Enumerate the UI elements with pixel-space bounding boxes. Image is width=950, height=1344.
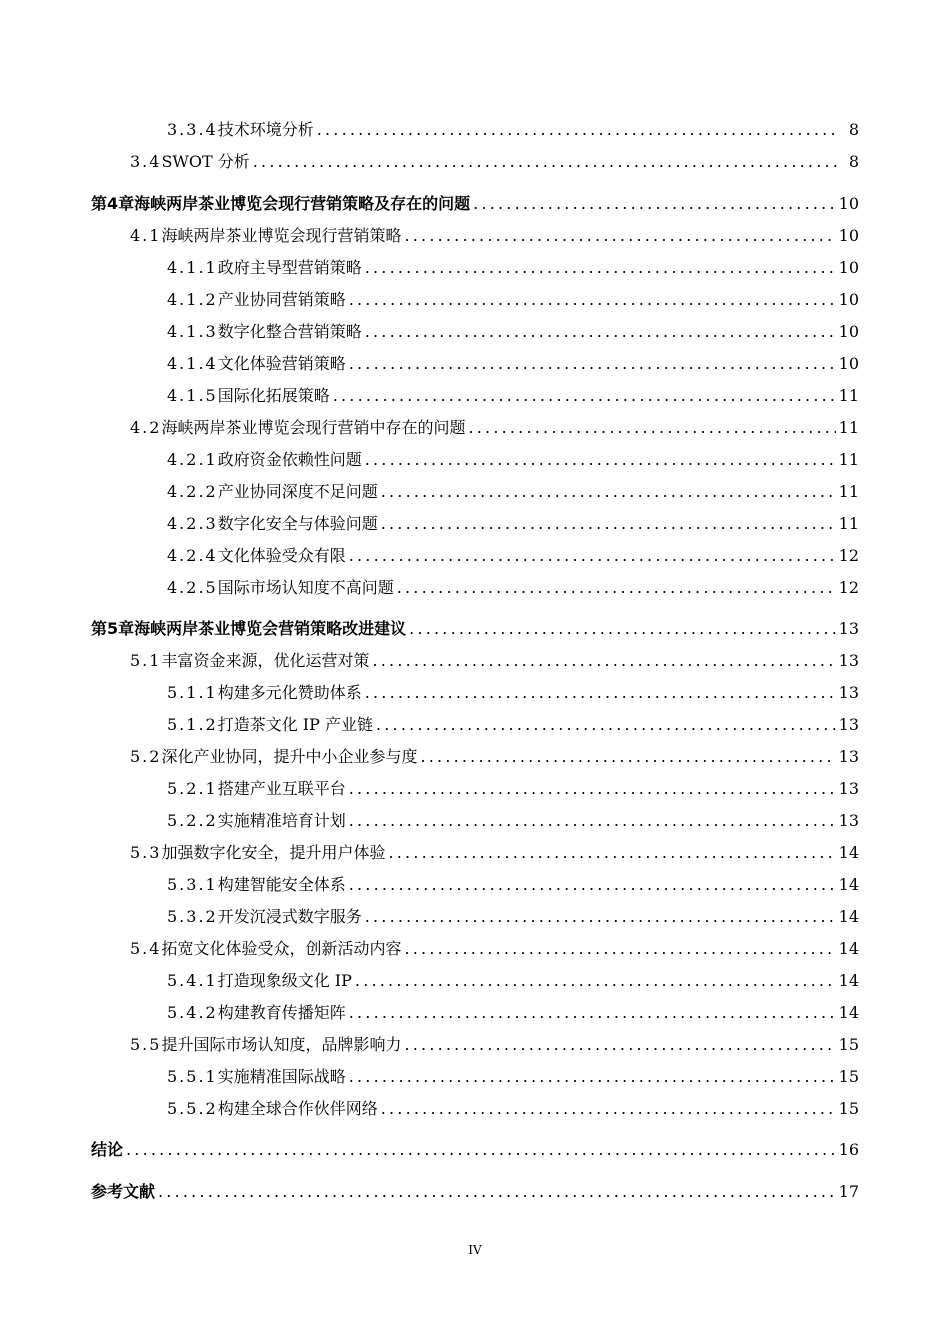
toc-entry[interactable] <box>0 679 950 707</box>
toc-entry-page: 17 <box>838 1182 859 1201</box>
toc-entry-number: 5.5 <box>130 1035 162 1054</box>
toc-entry-number: 5.4 <box>130 939 162 958</box>
toc-entry-page: 14 <box>838 843 859 862</box>
toc-entry[interactable] <box>0 743 950 771</box>
toc-entry-number: 5.5.1 <box>167 1067 218 1086</box>
toc-leader-dots <box>381 1095 836 1123</box>
toc-leader-dots <box>355 967 836 995</box>
toc-entry-page: 14 <box>838 907 859 926</box>
toc-leader-dots <box>381 478 836 506</box>
toc-entry-number: 5.4.2 <box>167 1003 218 1022</box>
toc-entry[interactable] <box>0 935 950 963</box>
toc-entry[interactable] <box>0 1031 950 1059</box>
toc-entry-title: 国际化拓展策略 <box>217 386 330 405</box>
toc-entry[interactable] <box>0 647 950 675</box>
toc-entry[interactable] <box>0 871 950 899</box>
toc-entry-number: 4.2.1 <box>167 450 218 469</box>
toc-entry-number: 4.1.5 <box>167 386 218 405</box>
toc-entry-number: 4.1 <box>130 226 162 245</box>
toc-entry-page: 14 <box>838 971 859 990</box>
toc-leader-dots <box>404 1031 835 1059</box>
toc-entry-page: 13 <box>838 779 859 798</box>
toc-entry-page: 14 <box>838 1003 859 1022</box>
toc-entry-title: 深化产业协同，提升中小企业参与度 <box>161 747 418 766</box>
toc-leader-dots <box>349 286 836 314</box>
toc-entry-number: 3.4 <box>130 152 162 171</box>
toc-entry-page: 10 <box>838 194 859 213</box>
toc-references-entry[interactable] <box>0 1178 950 1206</box>
toc-entry-number: 4.1.2 <box>167 290 218 309</box>
toc-entry-title: 搭建产业互联平台 <box>217 779 346 798</box>
toc-entry[interactable] <box>0 807 950 835</box>
toc-entry[interactable] <box>0 446 950 474</box>
toc-leader-dots <box>365 446 836 474</box>
toc-entry-page: 10 <box>838 290 859 309</box>
toc-leader-dots <box>404 935 835 963</box>
toc-entry[interactable] <box>0 967 950 995</box>
toc-leader-dots <box>473 190 835 218</box>
toc-entry-title: 国际市场认知度不高问题 <box>217 578 394 597</box>
toc-entry[interactable] <box>0 254 950 282</box>
toc-leader-dots <box>388 839 835 867</box>
toc-entry-number: 4.2.4 <box>167 546 218 565</box>
toc-entry-page: 11 <box>838 450 859 469</box>
toc-entry-page: 11 <box>838 514 859 533</box>
toc-entry[interactable] <box>0 116 950 144</box>
toc-entry-number: 5.2.1 <box>167 779 218 798</box>
toc-entry-title: 实施精准国际战略 <box>217 1067 346 1086</box>
toc-entry-title: 海峡两岸茶业博览会现行营销中存在的问题 <box>161 418 466 437</box>
toc-entry-title: 丰富资金来源，优化运营对策 <box>161 651 370 670</box>
toc-entry-title: 拓宽文化体验受众，创新活动内容 <box>161 939 402 958</box>
toc-entry[interactable] <box>0 382 950 410</box>
toc-leader-dots <box>349 871 836 899</box>
toc-entry-number: 第4章 <box>91 194 135 213</box>
toc-entry[interactable] <box>0 222 950 250</box>
toc-entry-number: 4.1.1 <box>167 258 218 277</box>
toc-leader-dots <box>404 222 835 250</box>
toc-leader-dots <box>365 679 836 707</box>
toc-entry-page: 13 <box>838 619 859 638</box>
toc-entry-title: 海峡两岸茶业博览会营销策略改进建议 <box>134 619 407 638</box>
toc-entry-page: 10 <box>838 354 859 373</box>
toc-entry-title: 参考文献 <box>91 1182 156 1201</box>
toc-entry-page: 8 <box>848 120 859 139</box>
toc-entry[interactable] <box>0 478 950 506</box>
toc-entry-title: 数字化安全与体验问题 <box>217 514 378 533</box>
page-footer-number: IV <box>468 1243 482 1257</box>
toc-entry-number: 5.1.2 <box>167 715 218 734</box>
toc-entry-page: 13 <box>838 683 859 702</box>
toc-entry-title: 打造茶文化 IP 产业链 <box>217 715 373 734</box>
toc-leader-dots <box>317 116 838 144</box>
toc-entry-number: 5.1.1 <box>167 683 218 702</box>
toc-entry-number: 5.3.2 <box>167 907 218 926</box>
toc-leader-dots <box>333 382 836 410</box>
toc-entry-page: 15 <box>838 1067 859 1086</box>
toc-entry-page: 11 <box>838 418 859 437</box>
toc-entry-title: 开发沉浸式数字服务 <box>217 907 362 926</box>
toc-entry-page: 14 <box>838 875 859 894</box>
toc-entry-number: 4.2.5 <box>167 578 218 597</box>
toc-entry-page: 10 <box>838 226 859 245</box>
toc-entry-page: 16 <box>838 1140 859 1159</box>
toc-entry-number: 5.3.1 <box>167 875 218 894</box>
toc-entry-title: 文化体验营销策略 <box>217 354 346 373</box>
toc-entry-page: 15 <box>838 1099 859 1118</box>
toc-entry[interactable] <box>0 286 950 314</box>
toc-leader-dots <box>349 999 836 1027</box>
toc-entry-number: 4.2.2 <box>167 482 218 501</box>
toc-entry-page: 15 <box>838 1035 859 1054</box>
toc-entry[interactable] <box>0 350 950 378</box>
toc-leader-dots <box>349 542 836 570</box>
toc-leader-dots <box>349 775 836 803</box>
toc-entry-page: 13 <box>838 747 859 766</box>
toc-entry-title: 产业协同营销策略 <box>217 290 346 309</box>
toc-entry-page: 13 <box>838 651 859 670</box>
toc-entry[interactable] <box>0 903 950 931</box>
toc-entry-number: 5.4.1 <box>167 971 218 990</box>
toc-entry-page: 13 <box>838 715 859 734</box>
toc-chapter-entry[interactable] <box>0 190 950 218</box>
toc-entry-page: 12 <box>838 578 859 597</box>
toc-entry-number: 4.1.3 <box>167 322 218 341</box>
toc-entry-title: 文化体验受众有限 <box>217 546 346 565</box>
toc-entry-page: 11 <box>838 482 859 501</box>
toc-entry-number: 第5章 <box>91 619 135 638</box>
toc-entry-title: 政府主导型营销策略 <box>217 258 362 277</box>
toc-leader-dots <box>372 647 835 675</box>
toc-entry-number: 5.3 <box>130 843 162 862</box>
toc-entry-title: 构建多元化赞助体系 <box>217 683 362 702</box>
toc-entry-title: 结论 <box>91 1140 124 1159</box>
toc-leader-dots <box>365 254 836 282</box>
toc-leader-dots <box>468 414 835 442</box>
toc-entry-page: 11 <box>838 386 859 405</box>
toc-entry-number: 5.2.2 <box>167 811 218 830</box>
toc-entry-page: 14 <box>838 939 859 958</box>
toc-leader-dots <box>409 615 835 643</box>
toc-leader-dots <box>349 807 836 835</box>
toc-entry-title: 产业协同深度不足问题 <box>217 482 378 501</box>
toc-entry[interactable] <box>0 999 950 1027</box>
toc-entry-number: 4.1.4 <box>167 354 218 373</box>
toc-entry-title: 实施精准培育计划 <box>217 811 346 830</box>
toc-entry[interactable] <box>0 775 950 803</box>
toc-entry-number: 4.2 <box>130 418 162 437</box>
toc-entry[interactable] <box>0 542 950 570</box>
toc-entry[interactable] <box>0 839 950 867</box>
toc-entry-title: 数字化整合营销策略 <box>217 322 362 341</box>
toc-leader-dots <box>365 903 836 931</box>
toc-entry-title: 提升国际市场认知度，品牌影响力 <box>161 1035 402 1054</box>
toc-entry-title: 政府资金依赖性问题 <box>217 450 362 469</box>
toc-entry-title: 构建教育传播矩阵 <box>217 1003 346 1022</box>
toc-entry-number: 4.2.3 <box>167 514 218 533</box>
toc-entry[interactable] <box>0 1063 950 1091</box>
toc-entry-number: 5.2 <box>130 747 162 766</box>
toc-entry[interactable] <box>0 414 950 442</box>
toc-leader-dots <box>376 711 836 739</box>
toc-entry[interactable] <box>0 574 950 602</box>
toc-entry[interactable] <box>0 510 950 538</box>
toc-entry-title: SWOT 分析 <box>161 152 250 171</box>
toc-entry-title: 构建智能安全体系 <box>217 875 346 894</box>
toc-entry[interactable] <box>0 318 950 346</box>
toc-entry-number: 5.1 <box>130 651 162 670</box>
toc-entry-page: 10 <box>838 322 859 341</box>
toc-leader-dots <box>349 350 836 378</box>
toc-leader-dots <box>365 318 836 346</box>
toc-entry-page: 10 <box>838 258 859 277</box>
toc-leader-dots <box>158 1178 836 1206</box>
toc-chapter-entry[interactable] <box>0 615 950 643</box>
toc-entry-title: 加强数字化安全，提升用户体验 <box>161 843 386 862</box>
toc-entry[interactable] <box>0 1095 950 1123</box>
toc-leader-dots <box>381 510 836 538</box>
toc-entry-page: 12 <box>838 546 859 565</box>
toc-leader-dots <box>420 743 835 771</box>
toc-conclusion-entry[interactable] <box>0 1136 950 1164</box>
toc-entry-number: 5.5.2 <box>167 1099 218 1118</box>
toc-entry-page: 8 <box>848 152 859 171</box>
toc-entry[interactable] <box>0 148 950 176</box>
toc-entry-title: 构建全球合作伙伴网络 <box>217 1099 378 1118</box>
toc-entry-title: 技术环境分析 <box>217 120 314 139</box>
toc-entry-number: 3.3.4 <box>167 120 218 139</box>
toc-entry-title: 海峡两岸茶业博览会现行营销策略 <box>161 226 402 245</box>
toc-entry[interactable] <box>0 711 950 739</box>
toc-entry-title: 海峡两岸茶业博览会现行营销策略及存在的问题 <box>134 194 471 213</box>
toc-entry-page: 13 <box>838 811 859 830</box>
toc-leader-dots <box>349 1063 836 1091</box>
toc-entry-title: 打造现象级文化 IP <box>217 971 352 990</box>
toc-leader-dots <box>126 1136 836 1164</box>
toc-leader-dots <box>253 148 838 176</box>
toc-leader-dots <box>397 574 836 602</box>
